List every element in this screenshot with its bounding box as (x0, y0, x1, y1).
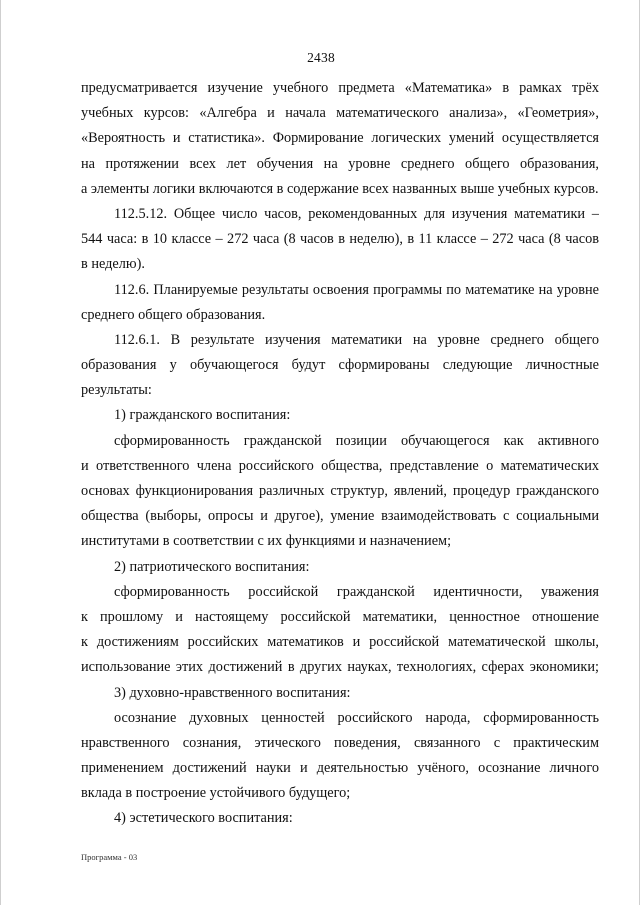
text-line: а элементы логики включаются в содержание всех названных выше учебных курсов. (81, 180, 599, 197)
text-line: 112.6.1. В результате изучения математики на уровне среднего общего (114, 331, 599, 348)
text-line: 1) гражданского воспитания: (114, 407, 291, 424)
text-line: результаты: (81, 382, 152, 399)
text-line: использование этих достижений в других науках, технологиях, сферах экономики; (81, 659, 599, 676)
text-line: к прошлому и настоящему российской математики, ценностное отношение (81, 608, 599, 625)
text-line: к достижениям российских математиков и российской математической школы, (81, 634, 599, 651)
text-line: образования у обучающегося будут сформированы следующие личностные (81, 357, 599, 374)
text-line: в неделю). (81, 256, 145, 273)
text-line: 544 часа: в 10 классе – 272 часа (8 часов в неделю), в 11 классе – 272 часа (8 часов (81, 231, 599, 248)
text-line: 112.5.12. Общее число часов, рекомендованных для изучения математики – (114, 205, 599, 222)
text-line: нравственного сознания, этического поведения, связанного с практическим (81, 734, 599, 751)
text-line: общества (выборы, опросы и другое), умение взаимодействовать с социальными (81, 508, 599, 525)
text-line: предусматривается изучение учебного предмета «Математика» в рамках трёх (81, 80, 599, 96)
text-line: применением достижений науки и деятельностью учёного, осознание личного (81, 760, 599, 777)
text-line: сформированность гражданской позиции обучающегося как активного (114, 432, 599, 449)
text-line: на протяжении всех лет обучения на уровне среднего общего образования, (81, 155, 599, 172)
page-number: 2438 (307, 50, 335, 65)
text-line: вклада в построение устойчивого будущего; (81, 785, 351, 802)
text-line: институтами в соответствии с их функциями и назначением; (81, 533, 452, 550)
page-footer: Программа - 03 (81, 852, 138, 862)
text-line: 2) патриотического воспитания: (114, 558, 310, 575)
text-line: среднего общего образования. (81, 306, 266, 323)
text-line: 3) духовно-нравственного воспитания: (114, 684, 351, 701)
text-line: «Вероятность и статистика». Формирование логических умений осуществляется (81, 130, 599, 147)
text-line: 112.6. Планируемые результаты освоения программы по математике на уровне (114, 281, 599, 298)
text-line: осознание духовных ценностей российского народа, сформированность (114, 709, 599, 726)
text-line: учебных курсов: «Алгебра и начала математического анализа», «Геометрия», (81, 105, 599, 122)
text-line: и ответственного члена российского общества, представление о математических (81, 457, 599, 474)
text-line: основах функционирования различных структур, явлений, процедур гражданского (81, 483, 599, 499)
document-body (81, 76, 599, 832)
text-line: сформированность российской гражданской идентичности, уважения (114, 583, 599, 600)
text-line: 4) эстетического воспитания: (114, 810, 293, 827)
